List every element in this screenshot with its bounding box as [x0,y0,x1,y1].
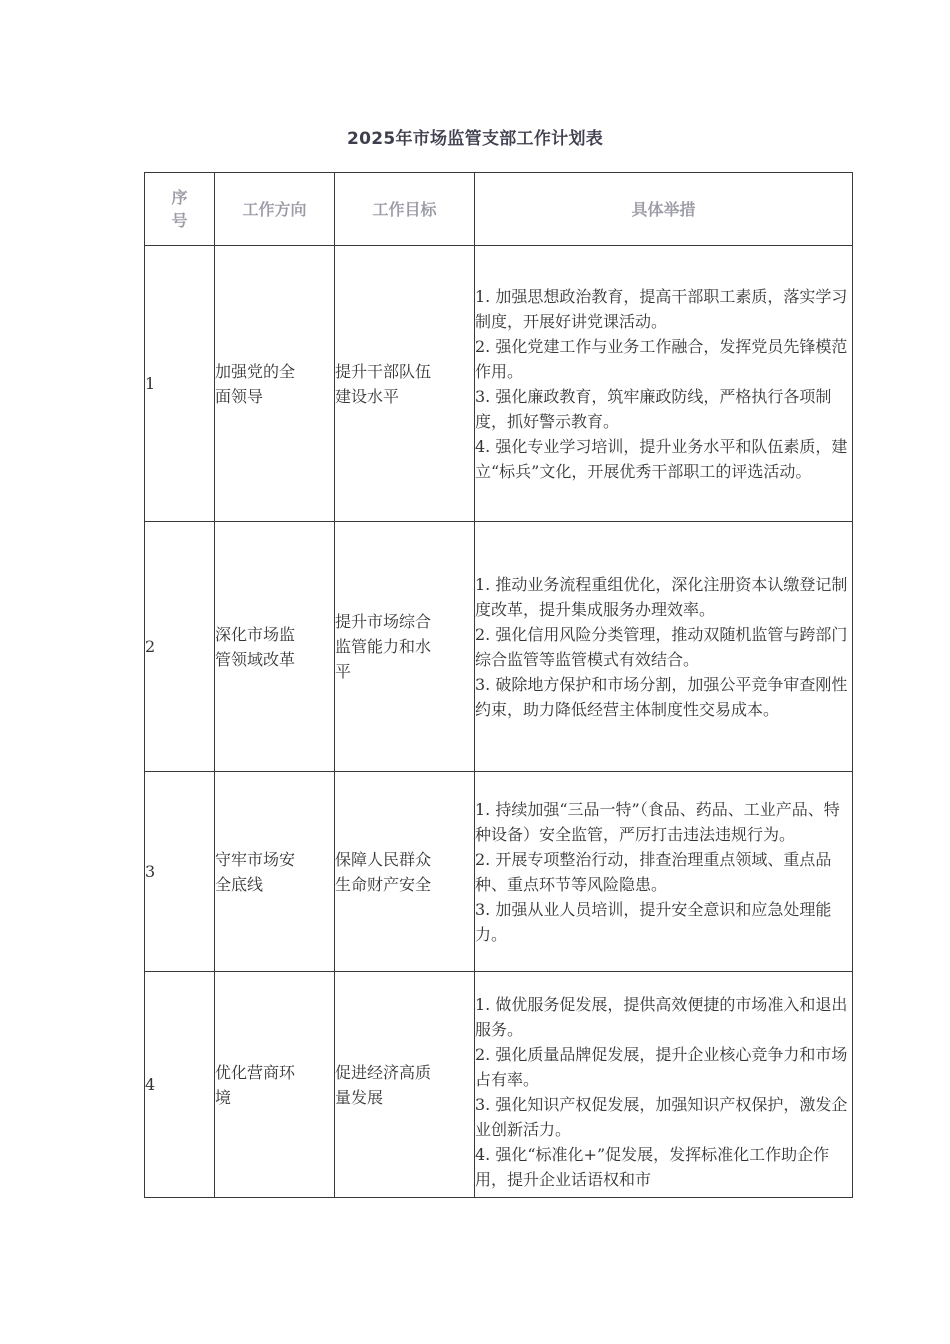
row-measures [475,772,853,972]
row-measures [475,972,853,1198]
row-direction: 守牢市场安全底线 [215,772,335,972]
row-goal: 提升市场综合监管能力和水平 [335,522,475,772]
row-measures [475,522,853,772]
row-seq: 1 [145,246,215,522]
measure-item: 1. 做优服务促发展，提供高效便捷的市场准入和退出服务。 [475,994,848,1039]
row-goal: 保障人民群众生命财产安全 [335,772,475,972]
document-title: 2025年市场监管支部工作计划表 [346,129,604,149]
header-goal: 工作目标 [335,173,475,246]
measure-item: 4. 强化专业学习培训，提升业务水平和队伍素质，建立“标兵”文化，开展优秀干部职工的评选活动。 [475,436,848,481]
table-row [145,972,853,1198]
measure-item: 2. 强化信用风险分类管理，推动双随机监管与跨部门综合监管等监管模式有效结合。 [475,624,848,669]
measure-item: 3. 加强从业人员培训，提升安全意识和应急处理能力。 [475,899,832,944]
header-measures: 具体举措 [475,173,853,246]
header-seq: 序号 [145,173,215,246]
measure-item: 4. 强化“标准化+”促发展，发挥标准化工作助企作用，提升企业话语权和市 [475,1144,830,1189]
measure-item: 2. 强化党建工作与业务工作融合，发挥党员先锋模范作用。 [475,336,848,381]
measure-item: 1. 加强思想政治教育，提高干部职工素质，落实学习制度，开展好讲党课活动。 [475,286,848,331]
measure-item: 2. 强化质量品牌促发展，提升企业核心竞争力和市场占有率。 [475,1044,848,1089]
row-direction: 加强党的全面领导 [215,246,335,522]
row-direction: 深化市场监管领域改革 [215,522,335,772]
measure-item: 3. 破除地方保护和市场分割，加强公平竞争审查刚性约束，助力降低经营主体制度性交易成本。 [475,674,848,719]
table-row [145,246,853,522]
row-seq: 2 [145,522,215,772]
row-direction: 优化营商环境 [215,972,335,1198]
row-goal: 促进经济高质量发展 [335,972,475,1198]
row-seq: 3 [145,772,215,972]
header-direction: 工作方向 [215,173,335,246]
table-row [145,522,853,772]
row-seq: 4 [145,972,215,1198]
table-header-row [145,173,853,246]
row-goal: 提升干部队伍建设水平 [335,246,475,522]
measure-item: 3. 强化廉政教育，筑牢廉政防线，严格执行各项制度，抓好警示教育。 [475,386,832,431]
measure-item: 1. 推动业务流程重组优化，深化注册资本认缴登记制度改革，提升集成服务办理效率。 [475,574,848,619]
table-row [145,772,853,972]
row-measures [475,246,853,522]
measure-item: 2. 开展专项整治行动，排查治理重点领域、重点品种、重点环节等风险隐患。 [475,849,832,894]
measure-item: 1. 持续加强“三品一特”（食品、药品、工业产品、特种设备）安全监管，严厉打击违法违规行为。 [475,799,840,844]
work-plan-table [144,172,853,1198]
measure-item: 3. 强化知识产权促发展，加强知识产权保护，激发企业创新活力。 [475,1094,848,1139]
